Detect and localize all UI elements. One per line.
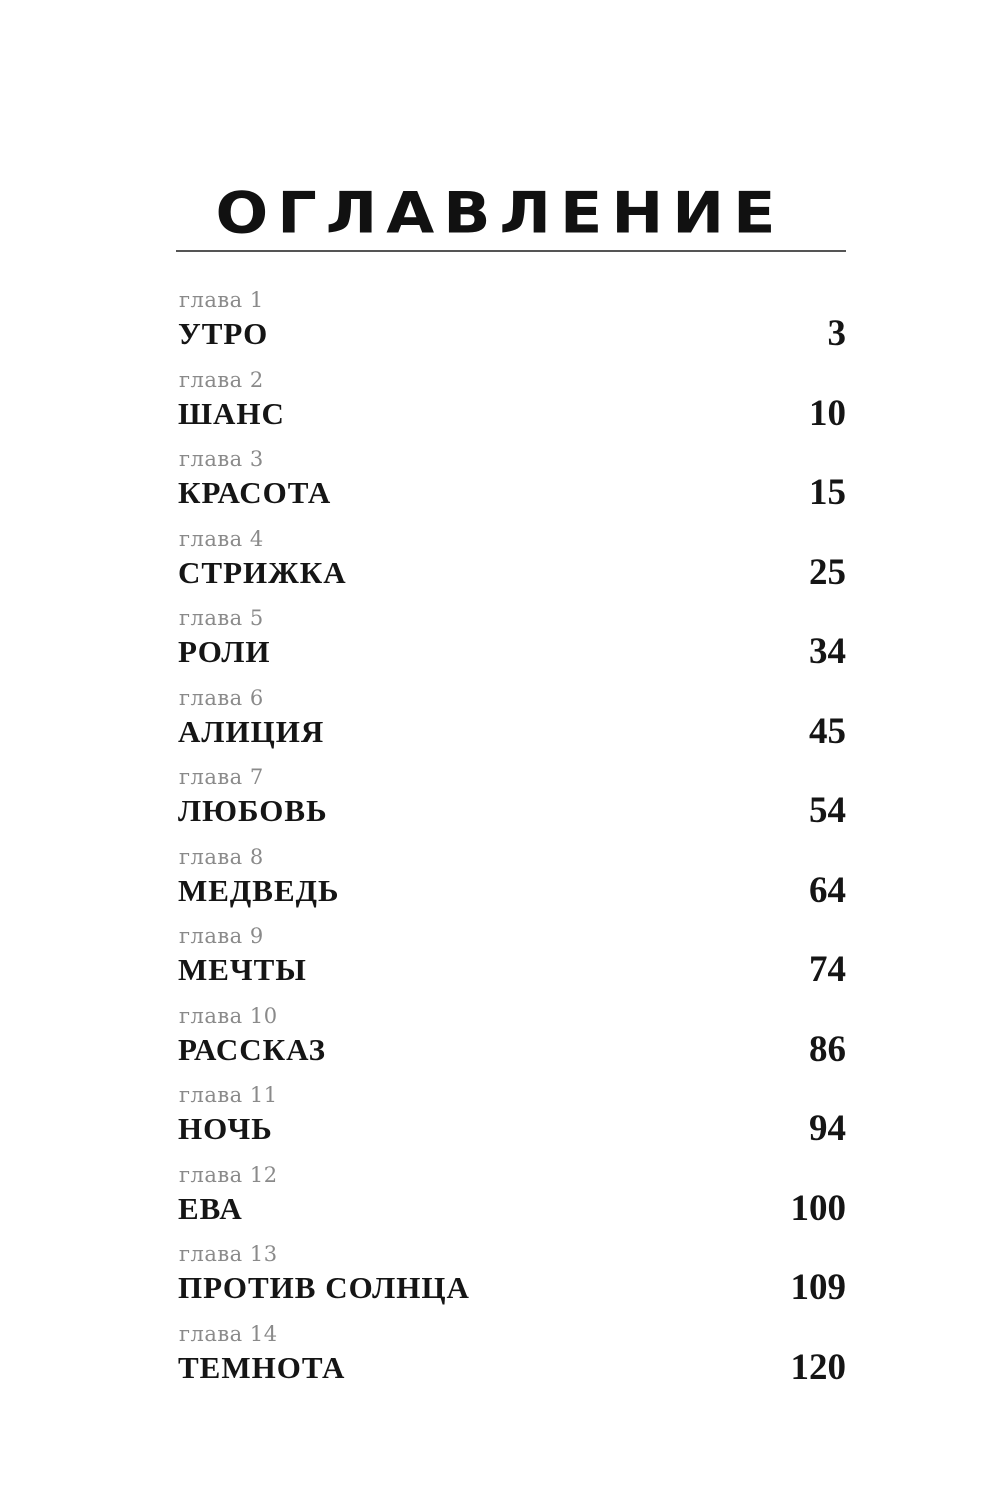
chapter-label: глава 6 xyxy=(179,685,264,710)
chapter-title: КРАСОТА xyxy=(178,475,332,510)
chapter-label: глава 8 xyxy=(179,844,264,869)
toc-entry[interactable] xyxy=(178,525,846,605)
page-number: 15 xyxy=(809,472,846,513)
chapter-title: АЛИЦИЯ xyxy=(178,713,325,749)
chapter-label: глава 14 xyxy=(179,1321,278,1346)
page-number: 64 xyxy=(809,869,846,911)
chapter-title: РОЛИ xyxy=(178,634,271,669)
toc-entry[interactable] xyxy=(178,843,846,923)
toc-entry[interactable] xyxy=(178,604,846,684)
page-number: 45 xyxy=(809,710,846,752)
chapter-title: УТРО xyxy=(178,316,269,351)
chapter-label: глава 10 xyxy=(179,1003,278,1028)
title-underline xyxy=(176,250,846,252)
chapter-title: ЛЮБОВЬ xyxy=(178,793,328,828)
chapter-title: ЕВА xyxy=(178,1190,243,1226)
page-number: 3 xyxy=(827,313,846,354)
page-number: 120 xyxy=(790,1346,846,1388)
chapter-label: глава 7 xyxy=(179,765,264,789)
table-of-contents xyxy=(178,286,846,1399)
chapter-title: МЕЧТЫ xyxy=(178,952,307,987)
chapter-label: глава 5 xyxy=(179,606,264,630)
page-number: 109 xyxy=(790,1267,846,1308)
chapter-title: ПРОТИВ СОЛНЦА xyxy=(178,1270,470,1305)
page-number: 86 xyxy=(809,1028,846,1070)
toc-entry[interactable] xyxy=(178,1161,846,1241)
page-number: 54 xyxy=(809,790,846,831)
page-number: 34 xyxy=(809,631,846,672)
chapter-label: глава 3 xyxy=(179,447,264,471)
page-number: 25 xyxy=(809,551,846,593)
page-number: 74 xyxy=(809,949,846,990)
chapter-title: ШАНС xyxy=(178,395,285,431)
toc-entry[interactable] xyxy=(178,1081,846,1161)
page-number: 10 xyxy=(809,392,846,434)
toc-entry[interactable] xyxy=(178,1002,846,1082)
chapter-label: глава 1 xyxy=(179,288,264,312)
toc-entry[interactable] xyxy=(178,922,846,1002)
chapter-label: глава 11 xyxy=(179,1083,278,1107)
page-number: 94 xyxy=(809,1108,846,1149)
chapter-title: НОЧЬ xyxy=(178,1111,273,1146)
chapter-title: ТЕМНОТА xyxy=(178,1349,346,1385)
chapter-label: глава 13 xyxy=(179,1242,278,1266)
page-title: ОГЛАВЛЕНИЕ xyxy=(215,178,785,247)
toc-entry[interactable] xyxy=(178,763,846,843)
chapter-label: глава 9 xyxy=(179,924,264,948)
chapter-label: глава 2 xyxy=(179,367,264,392)
chapter-title: РАССКАЗ xyxy=(178,1031,327,1067)
toc-entry[interactable] xyxy=(178,1320,846,1400)
page-number: 100 xyxy=(790,1187,846,1229)
chapter-label: глава 4 xyxy=(179,526,264,551)
chapter-label: глава 12 xyxy=(179,1162,278,1187)
toc-entry[interactable] xyxy=(178,684,846,764)
chapter-title: СТРИЖКА xyxy=(178,554,347,590)
toc-entry[interactable] xyxy=(178,366,846,446)
chapter-title: МЕДВЕДЬ xyxy=(178,872,340,908)
toc-entry[interactable] xyxy=(178,445,846,525)
toc-entry[interactable] xyxy=(178,286,846,366)
toc-entry[interactable] xyxy=(178,1240,846,1320)
